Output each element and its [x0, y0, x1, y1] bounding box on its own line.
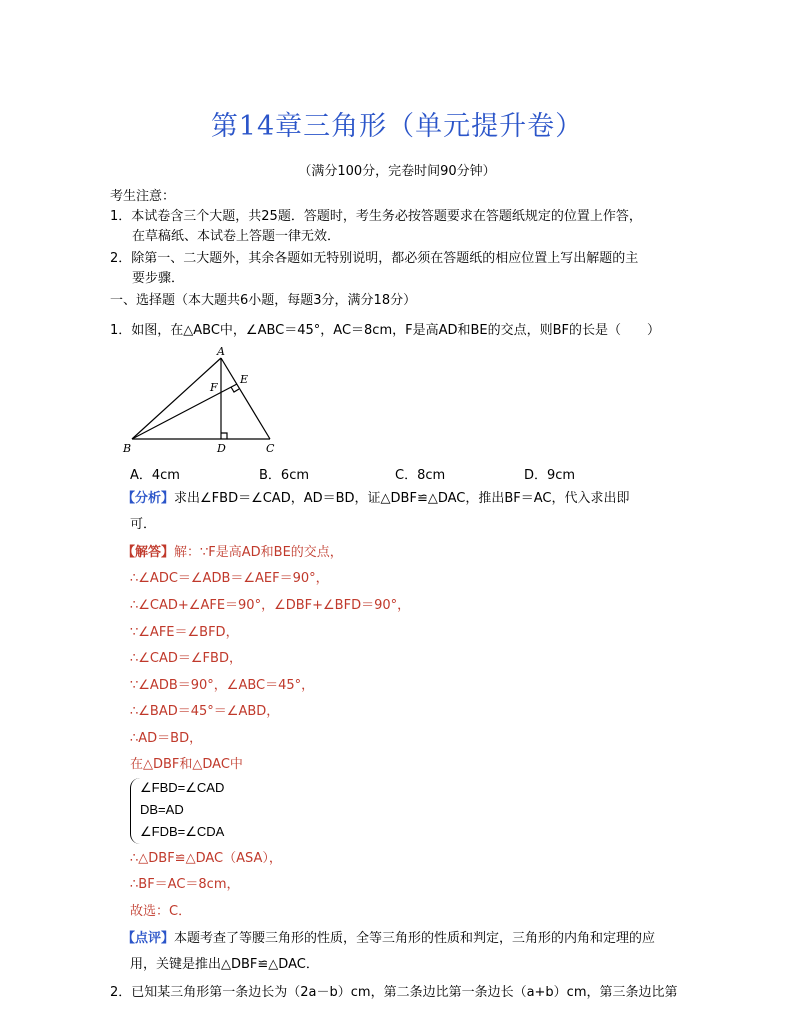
- comment-tag: 【点评】: [122, 931, 175, 946]
- solution-tag: 【解答】: [122, 545, 175, 560]
- comment-text: 本题考查了等腰三角形的性质，全等三角形的性质和判定，三角形的内角和定理的应: [174, 931, 656, 946]
- notice-item-2: 2．除第一、二大题外，其余各题如无特别说明，都必须在答题纸的相应位置上写出解题的主: [110, 251, 639, 266]
- label-c: C: [266, 442, 275, 455]
- solution-line-1: ∴∠ADC＝∠ADB＝∠AEF＝90°，: [130, 571, 329, 586]
- case-line-2: ∠FDB=∠CDA: [140, 824, 225, 839]
- solution-line-5: ∵∠ADB＝90°，∠ABC＝45°，: [130, 678, 315, 693]
- solution-line-7: ∴AD＝BD，: [130, 731, 203, 746]
- right-angle-d: [221, 433, 227, 439]
- option-c: C．8cm: [395, 468, 446, 483]
- triangle-figure: [120, 344, 290, 460]
- label-a: A: [217, 345, 225, 358]
- side-ab: [132, 358, 221, 439]
- comment-line: [122, 930, 722, 948]
- comment-line-2: 用，关键是推出△DBF≌△DAC．: [130, 957, 319, 972]
- solution-line-6: ∴∠BAD＝45°＝∠ABD，: [130, 704, 280, 719]
- page-subtitle: （满分100分，完卷时间90分钟）: [298, 164, 496, 179]
- analysis-text: 求出∠FBD＝∠CAD，AD＝BD，证△DBF≌△DAC，推出BF＝AC，代入求出即: [174, 491, 630, 506]
- option-a: A．4cm: [130, 468, 180, 483]
- right-angle-e: [231, 387, 239, 392]
- solution-line-4: ∴∠CAD＝∠FBD，: [130, 651, 242, 666]
- after-line-0: ∴△DBF≌△DAC（ASA），: [130, 851, 282, 866]
- page-title: 第14章三角形（单元提升卷）: [210, 111, 584, 142]
- notice-item-1-cont: 在草稿纸、本试卷上答题一律无效．: [132, 229, 341, 244]
- option-d: D．9cm: [524, 468, 576, 483]
- option-b: B．6cm: [259, 468, 310, 483]
- analysis-line: [122, 490, 722, 508]
- solution-line-3: ∵∠AFE＝∠BFD，: [130, 625, 239, 640]
- notice-item-2-cont: 要步骤．: [132, 271, 185, 286]
- question-1-stem: 1．如图，在△ABC中，∠ABC＝45°，AC＝8cm，F是高AD和BE的交点，则BF的长是（ ）: [110, 323, 661, 338]
- notice-heading: 考生注意：: [110, 189, 176, 204]
- notice-item-1: 1．本试卷含三个大题，共25题．答题时，考生务必按答题要求在答题纸规定的位置上作答，: [110, 209, 642, 224]
- section-heading: 一、选择题（本大题共6小题，每题3分，满分18分）: [110, 293, 417, 308]
- case-line-0: ∠FBD=∠CAD: [140, 780, 225, 795]
- solution-line-0: [122, 544, 722, 562]
- side-ac: [221, 358, 270, 439]
- after-line-1: ∴BF＝AC＝8cm，: [130, 877, 240, 892]
- after-line-2: 故选：C．: [130, 904, 192, 919]
- question-2-stem: 2．已知某三角形第一条边长为（2a－b）cm，第二条边比第一条边长（a+b）cm，第三条边比第: [110, 985, 678, 1000]
- solution-line-2: ∴∠CAD+∠AFE＝90°，∠DBF+∠BFD＝90°，: [130, 598, 411, 613]
- solution-line-8: 在△DBF和△DAC中: [130, 757, 243, 772]
- label-b: B: [123, 442, 132, 455]
- solution-text-0: 解：∵F是高AD和BE的交点，: [174, 545, 343, 560]
- case-line-1: DB=AD: [140, 802, 184, 817]
- label-e: E: [240, 373, 249, 386]
- label-d: D: [217, 442, 226, 455]
- label-f: F: [210, 381, 218, 394]
- analysis-tag: 【分析】: [122, 491, 175, 506]
- analysis-line-2: 可．: [130, 517, 157, 532]
